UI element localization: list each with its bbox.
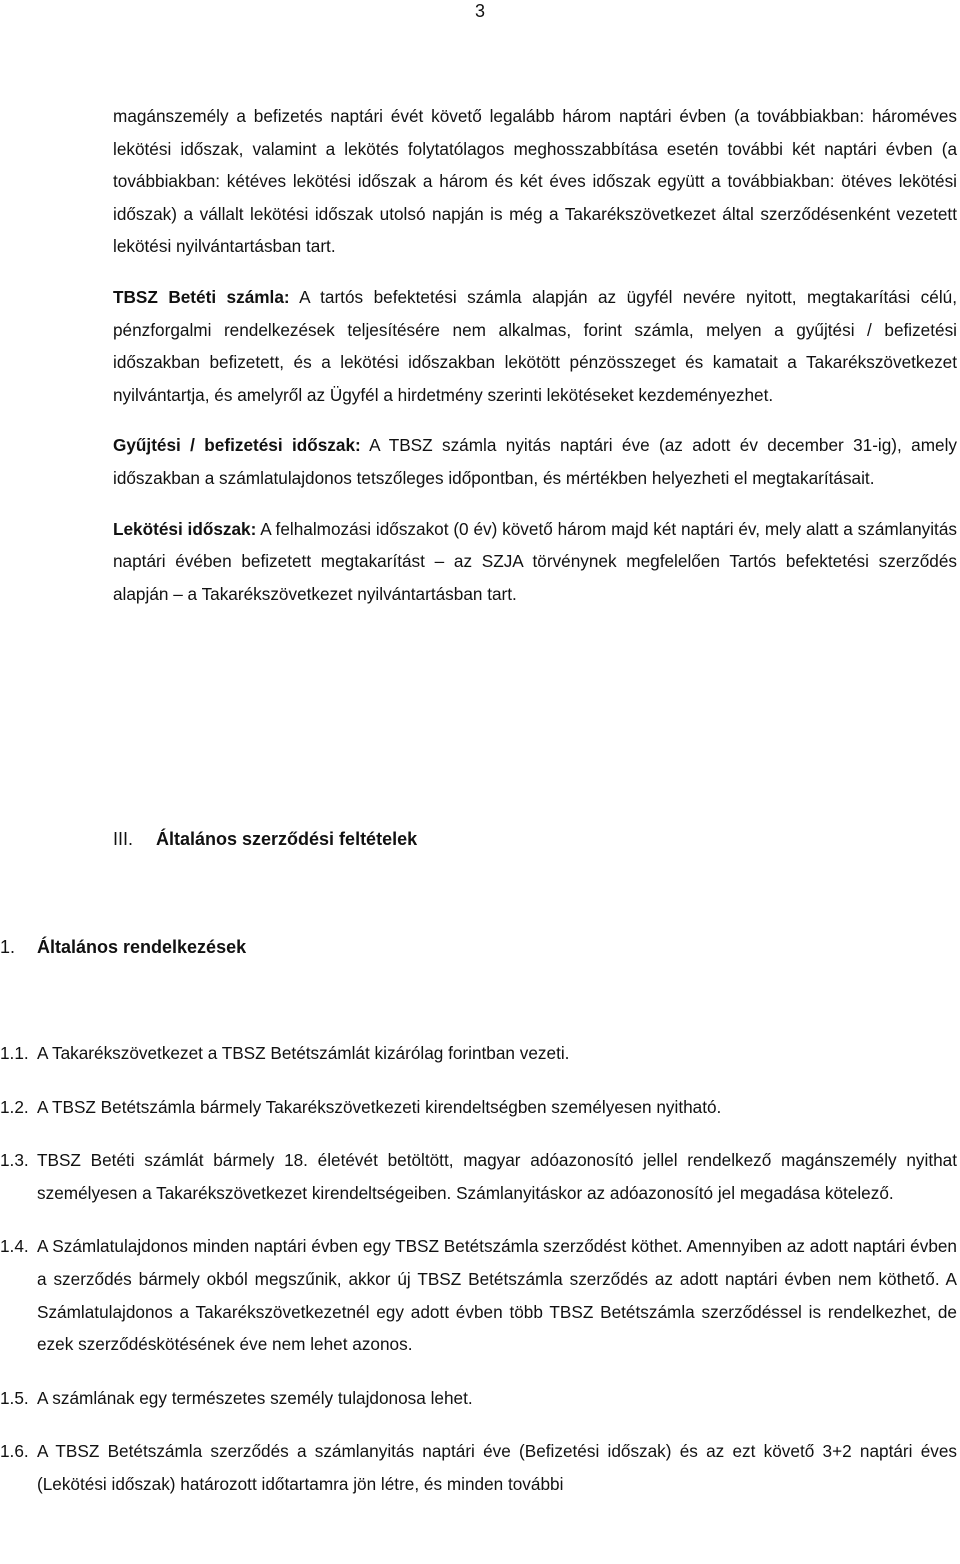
subsection-number: 1. — [0, 937, 16, 957]
list-item-number: 1.6. — [0, 1441, 29, 1462]
section-heading — [113, 823, 417, 855]
definition-paragraph-tbsz-account — [113, 281, 957, 411]
subsection-title: Általános rendelkezések — [37, 937, 247, 957]
page-number: 3 — [474, 1, 485, 21]
list-item-number: 1.5. — [0, 1387, 29, 1408]
list-item — [0, 1382, 957, 1415]
list-item — [0, 1144, 957, 1209]
definition-text: magánszemély a befizetés naptári évét követő legalább három naptári évben (a továbbiakban: hároméves lekötési időszak, valamint a lekötés folytatólagos meghosszabbítása esetén további két naptári évben (a továbbiakban: kétéves lekötési időszak a három és két éves időszak együtt a továbbiakban: ötéves lekötési időszak) a vállalt lekötési időszak utolsó napján is még a Takarékszövetkezet által szerződésenként vezetett lekötési nyilvántartásban tart. — [113, 106, 957, 257]
definition-term: TBSZ Betéti számla: — [113, 286, 290, 307]
definition-text: A tartós befektetési számla alapján az ügyfél nevére nyitott, megtakarítási célú, pénzforgalmi rendelkezések teljesítésére nem alkalmas, forint számla, melyen a gyűjtési / befizetési időszakban befizetett, és a lekötési időszakban lekötött pénzösszeget és kamatait a Takarékszövetkezet nyilvántartja, és amelyről az Ügyfél a hirdetmény szerinti lekötéseket kezdeményezhet. — [113, 286, 957, 405]
definitions-block — [113, 100, 957, 628]
definition-text: A TBSZ számla nyitás naptári éve (az adott év december 31-ig), amely időszakban a számlatulajdonos tetszőleges időpontban, és mértékben helyezheti el megtakarításait. — [113, 435, 957, 488]
list-item-text: A TBSZ Betétszámla bármely Takarékszövetkezeti kirendeltségben személyesen nyitható. — [37, 1096, 722, 1117]
list-item-text: A Takarékszövetkezet a TBSZ Betétszámlát kizárólag forintban vezeti. — [37, 1043, 570, 1063]
list-item-text: A TBSZ Betétszámla szerződés a számlanyitás naptári éve (Befizetési időszak) és az ezt követő 3+2 naptári éves (Lekötési időszak) határozott időtartamra jön létre, és minden további — [37, 1441, 957, 1494]
definition-paragraph-lock-period — [113, 513, 957, 611]
section-number: III. — [113, 829, 134, 849]
definition-paragraph-continuation — [113, 100, 957, 263]
list-item-number: 1.1. — [0, 1043, 29, 1063]
list-item-text: A Számlatulajdonos minden naptári évben egy TBSZ Betétszámla szerződést köthet. Amennyiben az adott naptári évben a szerződés bármely okból megszűnik, akkor új TBSZ Betétszámla szerződés az adott naptári évben nem köthető. A Számlatulajdonos a Takarékszövetkezetnél egy adott évben több TBSZ Betétszámla szerződéssel is rendelkezhet, de ezek szerződéskötésének éve nem lehet azonos. — [37, 1236, 957, 1355]
list-item-number: 1.4. — [0, 1236, 29, 1257]
list-item — [0, 1037, 957, 1070]
definition-term: Lekötési időszak: — [113, 518, 257, 539]
definition-term: Gyűjtési / befizetési időszak: — [113, 435, 361, 456]
numbered-list — [0, 1037, 957, 1522]
list-item-number: 1.3. — [0, 1150, 29, 1171]
list-item-number: 1.2. — [0, 1096, 29, 1117]
subsection-heading — [0, 931, 246, 963]
list-item — [0, 1230, 957, 1360]
list-item-text: TBSZ Betéti számlát bármely 18. életévét betöltött, magyar adóazonosító jellel rendelkező magánszemély nyithat személyesen a Takarékszövetkezet kirendeltségeiben. Számlanyitáskor az adóazonosító jel megadása kötelező. — [37, 1150, 957, 1203]
section-title: Általános szerződési feltételek — [156, 829, 418, 849]
definition-paragraph-collection-period — [113, 429, 957, 494]
list-item — [0, 1435, 957, 1500]
list-item-text: A számlának egy természetes személy tulajdonosa lehet. — [37, 1387, 473, 1408]
list-item — [0, 1091, 957, 1124]
definition-text: A felhalmozási időszakot (0 év) követő három majd két naptári év, mely alatt a számlanyitás naptári évében befizetett megtakarítást – az SZJA törvénynek megfelelően Tartós befektetési szerződés alapján – a Takarékszövetkezet nyilvántartásban tart. — [113, 518, 957, 604]
